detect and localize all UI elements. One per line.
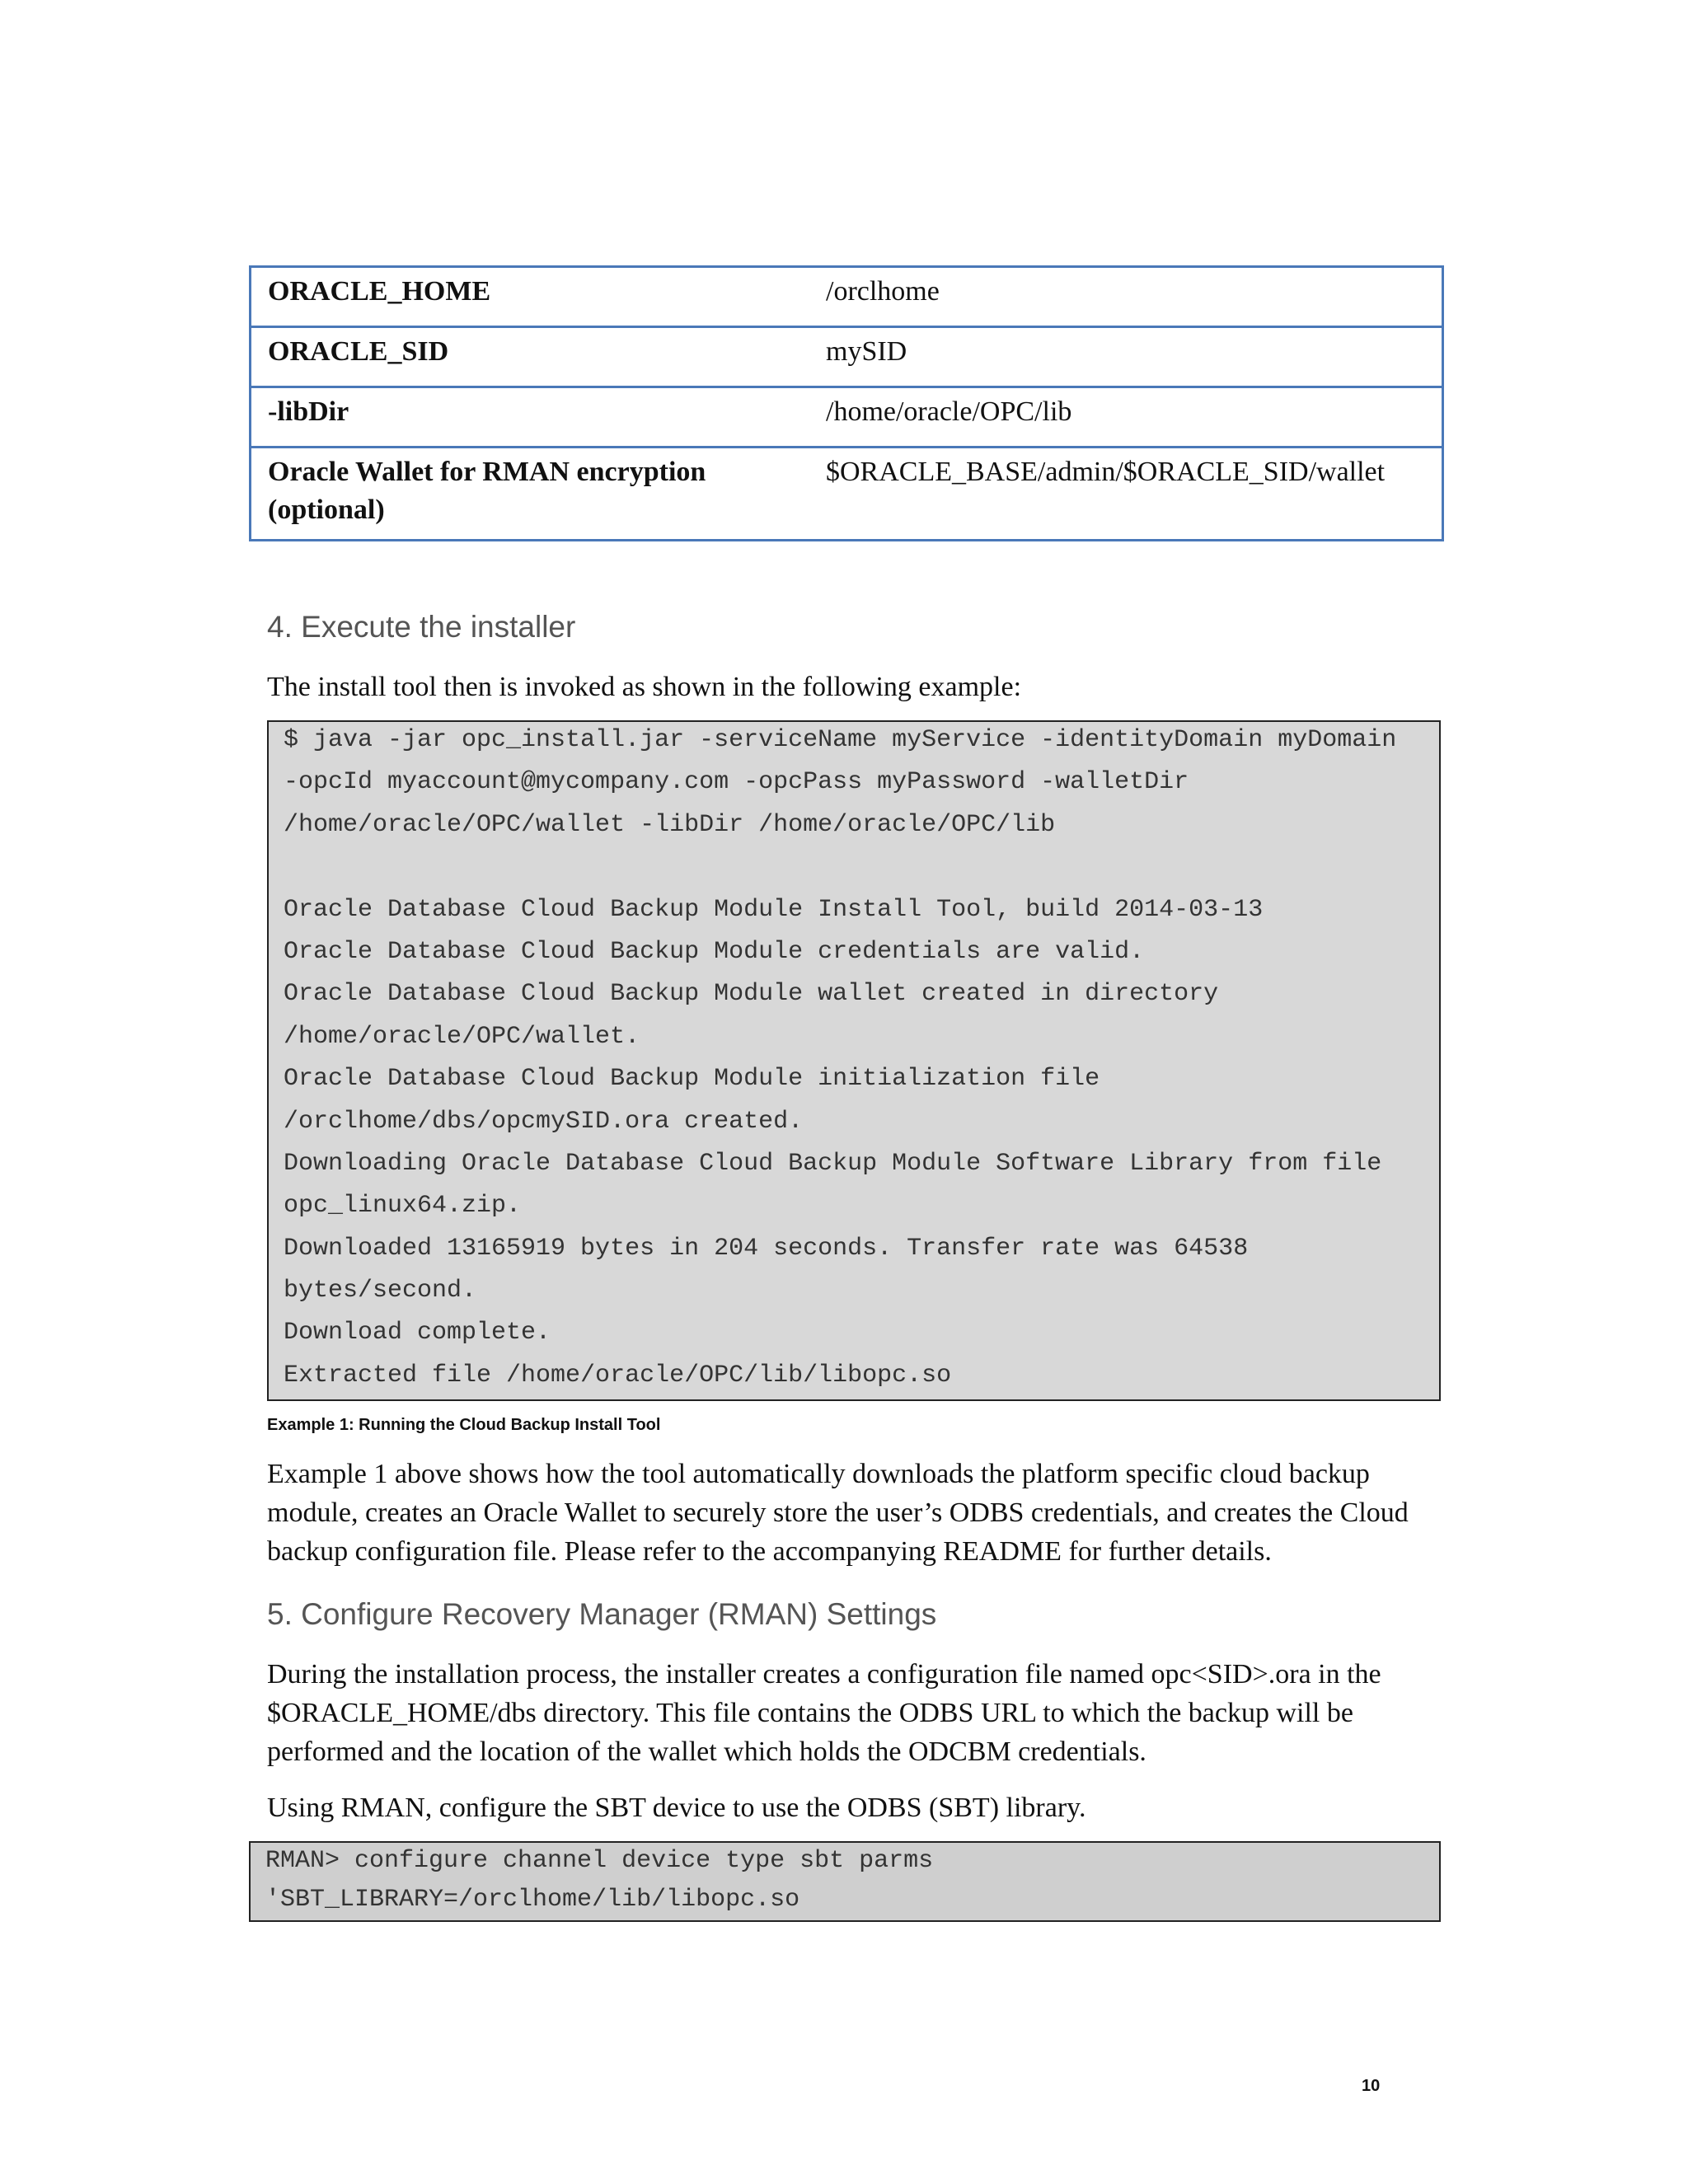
code-line: Extracted file /home/oracle/OPC/lib/libopc.so: [284, 1361, 952, 1390]
table-row: [251, 267, 1443, 327]
param-value: /home/oracle/OPC/lib: [816, 387, 1443, 448]
code-line: Downloading Oracle Database Cloud Backup Module Software Library from file: [284, 1149, 1382, 1178]
param-name: ORACLE_HOME: [268, 276, 491, 307]
table-row: [251, 448, 1443, 541]
section-4-heading: 4. Execute the installer: [267, 610, 576, 644]
section-5-heading: 5. Configure Recovery Manager (RMAN) Settings: [267, 1597, 937, 1631]
param-value: $ORACLE_BASE/admin/$ORACLE_SID/wallet: [816, 448, 1443, 541]
section-5-paragraph: During the installation process, the installer creates a configuration file named opc<SID>.ora in the $ORACLE_HOME/dbs directory. This file contains the ODBS URL to which the backup will be performed and the location of the wallet which holds the ODCBM credentials.: [267, 1659, 1381, 1767]
code-line: /home/oracle/OPC/wallet.: [284, 1022, 640, 1051]
table-row: [251, 327, 1443, 387]
code-line: $ java -jar opc_install.jar -serviceName myService -identityDomain myDomain: [284, 726, 1397, 754]
code-line: 'SBT_LIBRARY=/orclhome/lib/libopc.so: [265, 1886, 800, 1914]
code-line: [284, 849, 1439, 891]
code-line: -opcId myaccount@mycompany.com -opcPass myPassword -walletDir: [284, 768, 1189, 797]
code-line: /home/oracle/OPC/wallet -libDir /home/oracle/OPC/lib: [284, 810, 1056, 839]
param-value: /orclhome: [826, 276, 940, 307]
code-line: /orclhome/dbs/opcmySID.ora created.: [284, 1107, 804, 1136]
code-line: Oracle Database Cloud Backup Module credentials are valid.: [284, 937, 1145, 966]
page-number: 10: [1362, 2077, 1381, 2095]
example-description: Example 1 above shows how the tool automatically downloads the platform specific cloud backup module, creates an Oracle Wallet to securely store the user’s ODBS credentials, and creates the Cloud backup configuration file. Please refer to the accompanying README for further details.: [267, 1459, 1409, 1567]
example-caption: Example 1: Running the Cloud Backup Install Tool: [267, 1416, 661, 1434]
parameter-table: [249, 265, 1444, 541]
section-5-rman-intro: Using RMAN, configure the SBT device to use the ODBS (SBT) library.: [267, 1793, 1086, 1823]
param-name: Oracle Wallet for RMAN encryption (optional): [251, 448, 817, 541]
table-row: [251, 387, 1443, 448]
code-line: RMAN> configure channel device type sbt parms: [265, 1847, 934, 1875]
install-command-code-block: [267, 720, 1441, 1401]
param-name: ORACLE_SID: [251, 327, 817, 387]
code-line: Oracle Database Cloud Backup Module wallet created in directory: [284, 980, 1219, 1009]
code-line: Downloaded 13165919 bytes in 204 seconds. Transfer rate was 64538: [284, 1234, 1249, 1263]
code-line: opc_linux64.zip.: [284, 1192, 522, 1221]
rman-command-code-block: [249, 1841, 1441, 1922]
code-line: Oracle Database Cloud Backup Module Install Tool, build 2014-03-13: [284, 895, 1264, 924]
code-line: bytes/second.: [284, 1277, 477, 1305]
section-4-intro: The install tool then is invoked as shown in the following example:: [267, 672, 1022, 702]
code-line: Oracle Database Cloud Backup Module initialization file: [284, 1065, 1100, 1094]
param-value: mySID: [816, 327, 1443, 387]
code-line: Download complete.: [284, 1319, 551, 1347]
param-name: -libDir: [251, 387, 817, 448]
